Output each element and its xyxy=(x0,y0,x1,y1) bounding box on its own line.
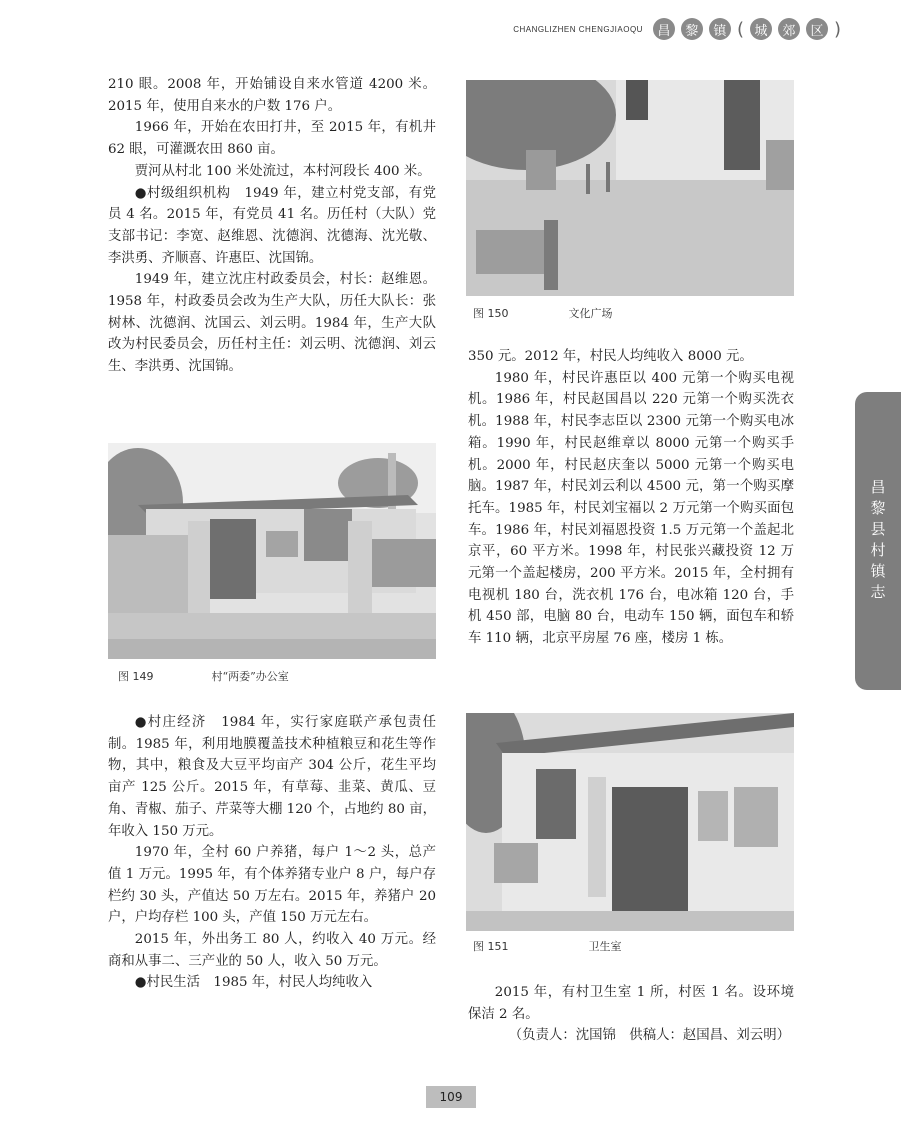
side-tab-label: 昌黎县村镇志 xyxy=(870,478,886,601)
caption-title: 卫生室 xyxy=(588,940,622,953)
caption-title: 文化广场 xyxy=(568,307,613,320)
paragraph: 1980 年，村民许惠臣以 400 元第一个购买电视机。1986 年，村民赵国昌以 220 元第一个购买洗衣机。1988 年，村民李志臣以 2300 元第一个购买电冰箱。1990 年，村民赵维章以 8000 元第一个购买手机。2000 年，村民赵庆奎以 5000 元第一个购买电脑。1987 年，村民刘云利以 4500 元，第一个购买摩托车。1985 年，村民刘宝福以 2 万元第一个购买面包车。1986 年，村民刘福恩投资 1.5 万元第一个盖起北京平，60 平方米。1998 年，村民张兴藏投资 12 万元第一个盖起楼房，200 平方米。2015 年，全村拥有电视机 180 台，洗衣机 176 台，电冰箱 120 台，手机 450 部，电脑 80 台，电动车 150 辆，面包车和轿车 110 辆，北京平房屋 76 座，楼房 1 栋。 xyxy=(468,370,794,647)
left-column-bottom xyxy=(108,712,436,994)
photo-culture-square xyxy=(466,80,794,296)
header-paren-close: ) xyxy=(833,18,841,40)
left-column-top xyxy=(108,74,436,378)
credit-line: （负责人：沈国锦 供稿人：赵国昌、刘云明） xyxy=(508,1028,790,1044)
paragraph: 1949 年，建立沈庄村政委员会，村长：赵维恩。1958 年，村政委员会改为生产大队，历任大队长：张树林、沈德润、沈国云、刘云明。1984 年，生产大队改为村民委员会，历任村主任：刘云明、沈德润、刘云生、李洪勇、沈国锦。 xyxy=(108,272,436,375)
paragraph: 贾河从村北 100 米处流过，本村河段长 400 米。 xyxy=(134,163,431,179)
caption-fig150 xyxy=(473,305,613,321)
caption-fig149 xyxy=(118,668,289,684)
caption-number: 图 151 xyxy=(473,940,509,953)
paragraph: 350 元。2012 年，村民人均纯收入 8000 元。 xyxy=(468,349,753,364)
header-char-1: 昌 xyxy=(653,18,675,40)
paragraph: 2015 年，外出务工 80 人，约收入 40 万元。经商和从事二、三产业的 50 人，收入 50 万元。 xyxy=(108,932,436,969)
header-latin: CHANGLIZHEN CHENGJIAOQU xyxy=(513,24,643,34)
caption-fig151 xyxy=(473,938,622,954)
header-char-2: 黎 xyxy=(681,18,703,40)
paragraph: 2015 年，有村卫生室 1 所，村医 1 名。设环境保洁 2 名。 xyxy=(468,985,794,1022)
caption-number: 图 150 xyxy=(473,307,509,320)
paragraph: ●村庄经济 1984 年，实行家庭联产承包责任制。1985 年，利用地膜覆盖技术种植粮豆和花生等作物，其中，粮食及大豆平均亩产 304 公斤，花生平均亩产 125 公斤。2015 年，有草莓、韭菜、黄瓜、豆角、青椒、茄子、芹菜等大棚 120 个，占地约 80 亩，年收入 150 万元。 xyxy=(108,715,436,839)
header-char-3: 镇 xyxy=(709,18,731,40)
caption-title: 村“两委”办公室 xyxy=(211,670,289,683)
header-paren-open: ( xyxy=(736,18,744,40)
header-paren-char-1: 城 xyxy=(750,18,772,40)
paragraph: 1970 年，全村 60 户养猪，每户 1～2 头，总产值 1 万元。1995 年，有个体养猪专业户 8 户，每户存栏约 30 头，产值达 50 万左右。2015 年，养猪户 20 户，户均存栏 100 头，产值 150 万元左右。 xyxy=(108,845,436,926)
paragraph: 210 眼。2008 年，开始铺设自来水管道 4200 米。2015 年，使用自来水的户数 176 户。 xyxy=(108,77,436,114)
right-column-top xyxy=(468,346,794,650)
header-paren-char-2: 郊 xyxy=(778,18,800,40)
photo-clinic xyxy=(466,713,794,931)
side-tab xyxy=(855,392,901,690)
caption-number: 图 149 xyxy=(118,670,154,683)
paragraph: ●村民生活 1985 年，村民人均纯收入 xyxy=(134,975,373,991)
right-column-bottom xyxy=(468,982,794,1047)
page-number: 109 xyxy=(426,1086,476,1108)
paragraph: ●村级组织机构 1949 年，建立村党支部，有党员 4 名。2015 年，有党员 41 名。历任村（大队）党支部书记：李宽、赵维恩、沈德润、沈德海、沈光敬、李洪勇、齐顺喜、许惠臣、沈国锦。 xyxy=(108,185,436,266)
paragraph: 1966 年，开始在农田打井，至 2015 年，有机井 62 眼，可灌溉农田 860 亩。 xyxy=(108,120,436,158)
photo-village-office xyxy=(108,443,436,659)
header-paren-char-3: 区 xyxy=(806,18,828,40)
running-header xyxy=(513,18,841,40)
